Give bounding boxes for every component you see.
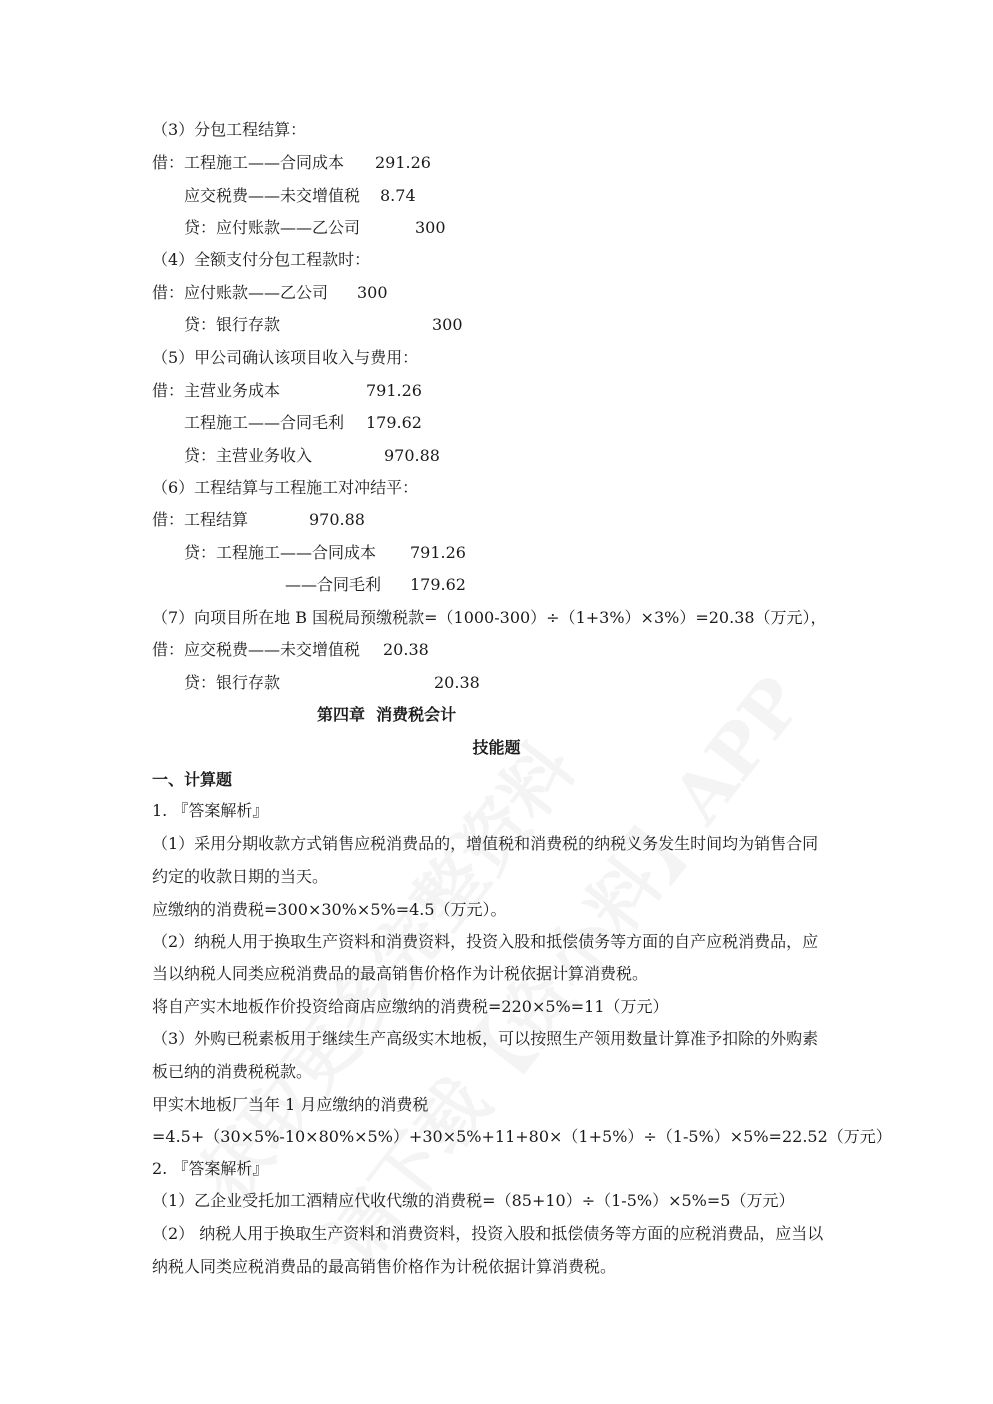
entry-3-debit-label: 借：工程施工——合同成本 (152, 153, 345, 172)
entry-6-debit-label: 借：工程结算 (152, 510, 249, 529)
q1-para-2-line-3: 将自产实木地板作价投资给商店应缴纳的消费税=220×5%=11（万元） (152, 997, 669, 1016)
q2-para-2-line-2: 纳税人同类应税消费品的最高销售价格作为计税依据计算消费税。 (152, 1257, 617, 1276)
q1-para-1-line-1: （1）采用分期收款方式销售应税消费品的，增值税和消费税的纳税义务发生时间均为销售合同 (152, 834, 819, 853)
entry-4-title: （4）全额支付分包工程款时： (152, 250, 371, 269)
entry-5-debit-label: 借：主营业务成本 (152, 381, 281, 400)
question-2-label: 2. 『答案解析』 (152, 1159, 269, 1178)
entry-3-debit-amount: 291.26 (375, 153, 431, 172)
entry-7-credit-label: 贷：银行存款 (184, 673, 281, 692)
chapter-title: 第四章 消费税会计 (317, 705, 457, 724)
entry-3-credit-amount: 300 (415, 218, 446, 237)
q2-para-2-line-1: （2） 纳税人用于换取生产资料和消费资料，投资入股和抵偿债务等方面的应税消费品，应当以 (152, 1224, 824, 1243)
entry-7-title: （7）向项目所在地 B 国税局预缴税款=（1000-300）÷（1+3%）×3%）=20.38（万元）， (152, 608, 827, 627)
entry-6-credit-amount: 791.26 (410, 543, 466, 562)
section-heading: 一、计算题 (152, 770, 233, 789)
entry-5-credit-label: 贷：主营业务收入 (184, 446, 313, 465)
entry-5-title: （5）甲公司确认该项目收入与费用： (152, 348, 419, 367)
entry-3-debit2-label: 应交税费——未交增值税 (184, 186, 361, 205)
entry-6-credit2-amount: 179.62 (410, 575, 466, 594)
entry-5-credit-amount: 970.88 (384, 446, 440, 465)
q1-para-2-line-1: （2）纳税人用于换取生产资料和消费资料，投资入股和抵偿债务等方面的自产应税消费品，应 (152, 932, 819, 951)
entry-6-credit2-label: ——合同毛利 (285, 575, 382, 594)
q1-para-1-line-3: 应缴纳的消费税=300×30%×5%=4.5（万元）。 (152, 900, 507, 919)
entry-7-debit-amount: 20.38 (383, 640, 429, 659)
entry-3-title: （3）分包工程结算： (152, 120, 307, 139)
q2-para-1: （1）乙企业受托加工酒精应代收代缴的消费税=（85+10）÷（1-5%）×5%=5（万元） (152, 1191, 795, 1210)
entry-4-debit-amount: 300 (357, 283, 388, 302)
question-1-label: 1. 『答案解析』 (152, 801, 269, 820)
entry-6-credit-label: 贷：工程施工——合同成本 (184, 543, 377, 562)
entry-4-debit-label: 借：应付账款——乙公司 (152, 283, 329, 302)
q1-para-3-line-1: （3）外购已税素板用于继续生产高级实木地板，可以按照生产领用数量计算准予扣除的外购素 (152, 1029, 819, 1048)
entry-5-debit2-label: 工程施工——合同毛利 (184, 413, 345, 432)
q1-para-2-line-2: 当以纳税人同类应税消费品的最高销售价格作为计税依据计算消费税。 (152, 964, 649, 983)
q1-para-3-line-2: 板已纳的消费税税款。 (152, 1062, 313, 1081)
chapter-subtitle: 技能题 (472, 738, 521, 757)
entry-4-credit-amount: 300 (432, 315, 463, 334)
q1-para-3-formula: =4.5+（30×5%-10×80%×5%）+30×5%+11+80×（1+5%）÷（1-5%）×5%=22.52（万元） (152, 1127, 892, 1146)
q1-para-1-line-2: 约定的收款日期的当天。 (152, 867, 329, 886)
entry-5-debit2-amount: 179.62 (366, 413, 422, 432)
entry-3-debit2-amount: 8.74 (380, 186, 416, 205)
entry-5-debit-amount: 791.26 (366, 381, 422, 400)
entry-7-credit-amount: 20.38 (434, 673, 480, 692)
entry-7-debit-label: 借：应交税费——未交增值税 (152, 640, 361, 659)
q1-para-3-line-3: 甲实木地板厂当年 1 月应缴纳的消费税 (152, 1095, 429, 1114)
entry-4-credit-label: 贷：银行存款 (184, 315, 281, 334)
entry-6-debit-amount: 970.88 (309, 510, 365, 529)
entry-6-title: （6）工程结算与工程施工对冲结平： (152, 478, 419, 497)
entry-3-credit-label: 贷：应付账款——乙公司 (184, 218, 361, 237)
